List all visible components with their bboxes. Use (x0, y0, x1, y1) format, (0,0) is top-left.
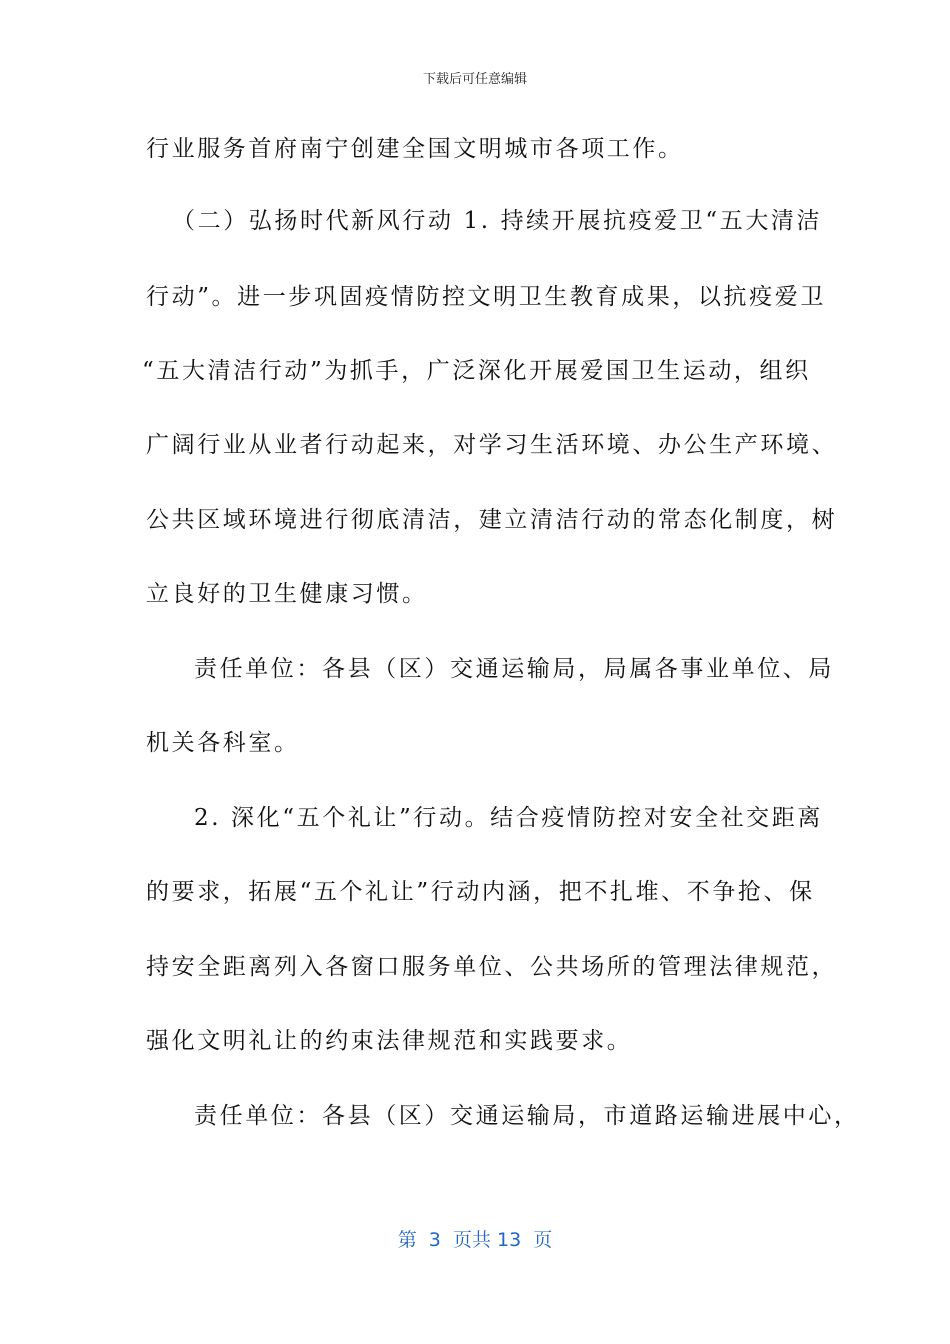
body-line: 责任单位：各县（区）交通运输局，局属各事业单位、局 (194, 656, 834, 682)
body-line: 强化文明礼让的约束法律规范和实践要求。 (146, 1028, 633, 1054)
body-line: “五大清洁行动”为抓手，广泛深化开展爱国卫生运动，组织 (142, 358, 811, 384)
body-line: 行动”。进一步巩固疫情防控文明卫生教育成果，以抗疫爱卫 (146, 284, 826, 310)
body-line: 持安全距离列入各窗口服务单位、公共场所的管理法律规范， (146, 954, 838, 980)
body-line: 机关各科室。 (146, 730, 300, 756)
body-line: （二）弘扬时代新风行动 1. 持续开展抗疫爱卫“五大清洁 (172, 208, 823, 234)
body-line: 行业服务首府南宁创建全国文明城市各项工作。 (146, 136, 684, 162)
page-number-footer: 第 3 页共 13 页 (397, 1229, 553, 1251)
body-line: 责任单位：各县（区）交通运输局，市道路运输进展中心， (194, 1103, 860, 1129)
body-line: 2. 深化“五个礼让”行动。结合疫情防控对安全社交距离 (194, 805, 823, 831)
header-note: 下载后可任意编辑 (422, 72, 527, 87)
body-line: 立良好的卫生健康习惯。 (146, 581, 428, 607)
body-line: 广阔行业从业者行动起来，对学习生活环境、办公生产环境、 (146, 432, 838, 458)
body-line: 的要求，拓展“五个礼让”行动内涵，把不扎堆、不争抢、保 (146, 879, 815, 905)
body-line: 公共区域环境进行彻底清洁，建立清洁行动的常态化制度，树 (146, 507, 838, 533)
